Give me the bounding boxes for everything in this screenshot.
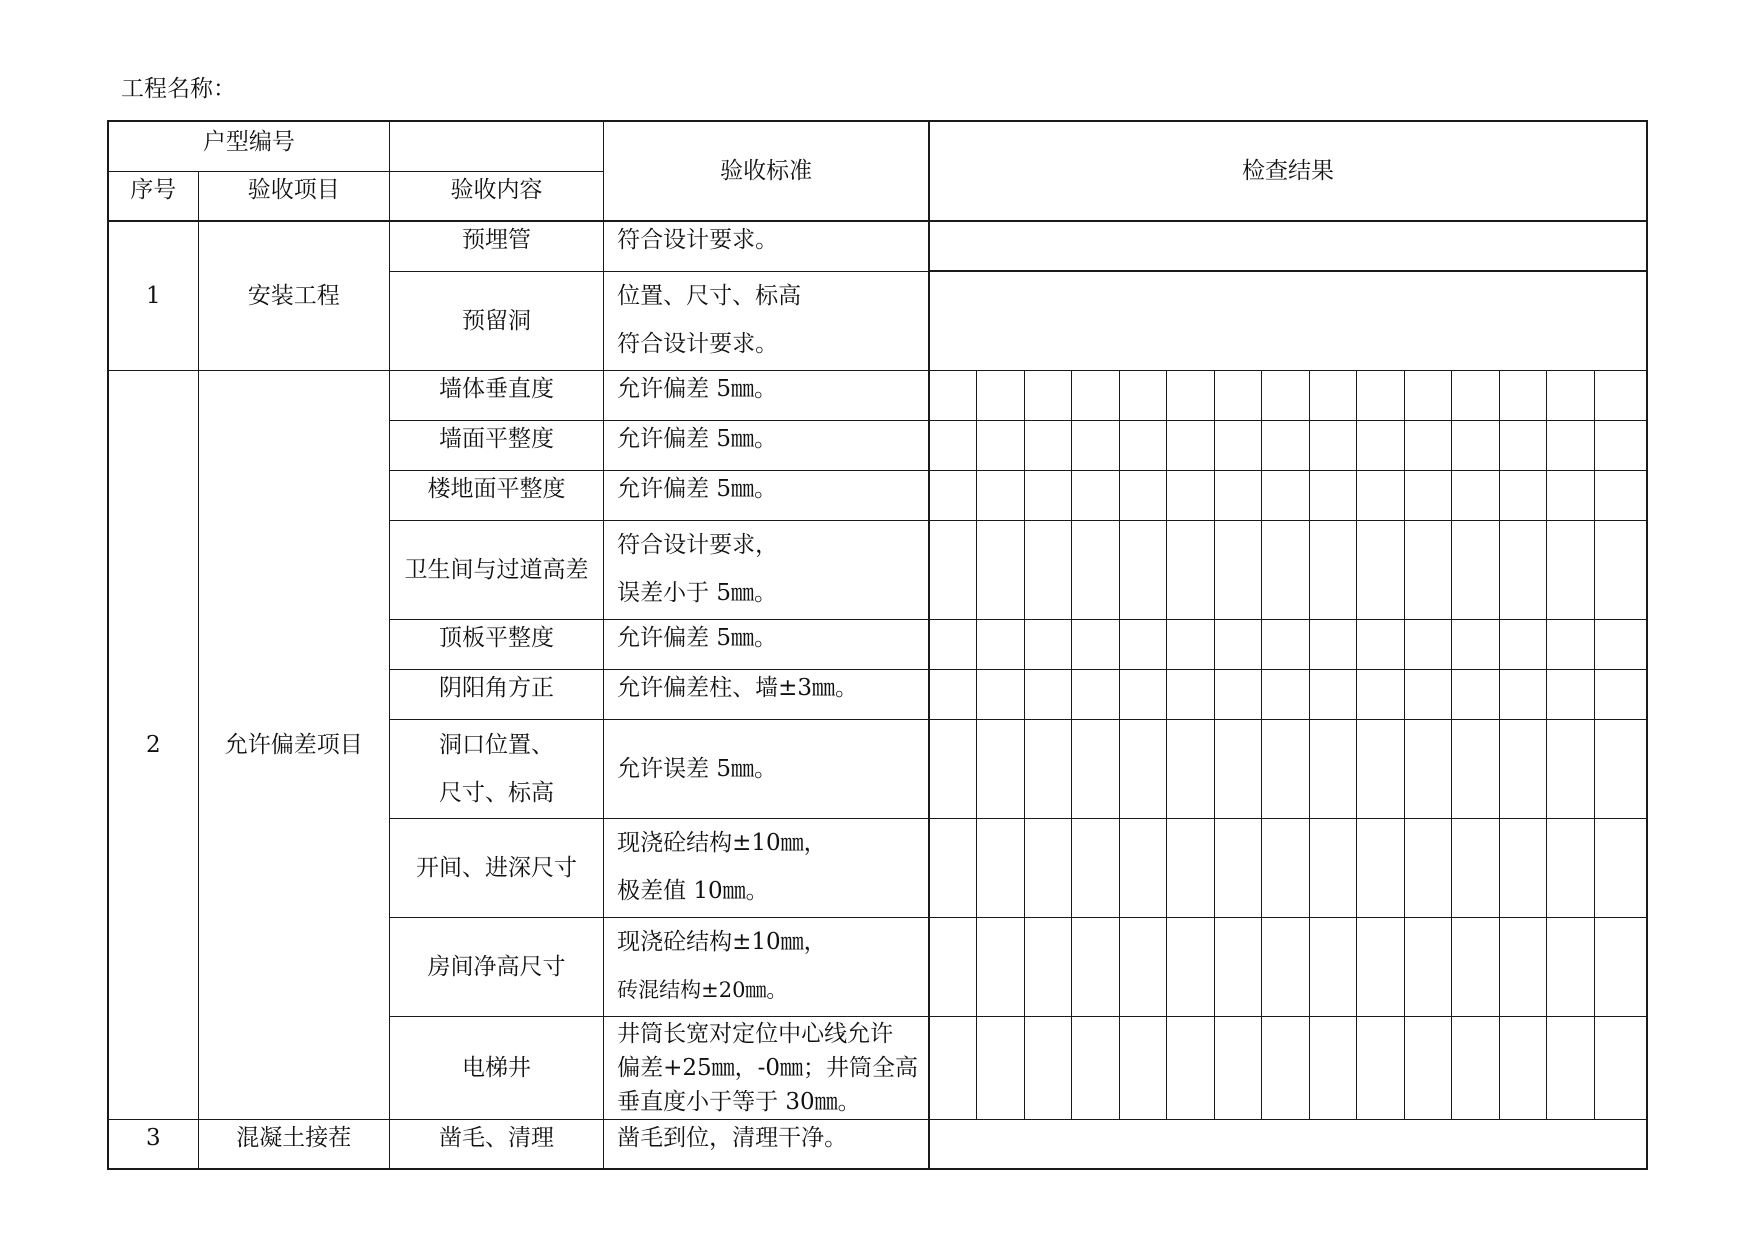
check-result-cell[interactable] [1547, 420, 1595, 470]
check-result-cell[interactable] [1119, 719, 1166, 818]
check-result-cell[interactable] [1024, 917, 1071, 1016]
check-result-cell[interactable] [1500, 520, 1547, 619]
check-result-cell[interactable] [1452, 370, 1500, 420]
check-result-cell[interactable] [1452, 470, 1500, 520]
check-result-cell[interactable] [1595, 818, 1647, 917]
check-result-cell[interactable] [1214, 669, 1261, 719]
check-result-cell[interactable] [1119, 470, 1166, 520]
acceptance-content-line: 凿毛、清理 [438, 1124, 554, 1151]
table-header-row-1 [108, 121, 1647, 171]
check-result-cell[interactable] [1119, 1016, 1166, 1119]
check-result-cell[interactable] [929, 917, 976, 1016]
check-result-cell[interactable] [1071, 917, 1119, 1016]
acceptance-content-line: 顶板平整度 [438, 624, 554, 651]
check-result-cell[interactable] [929, 818, 976, 917]
check-result-cell[interactable] [976, 520, 1024, 619]
content-header: 验收内容 [389, 171, 603, 221]
check-result-cell[interactable] [1595, 619, 1647, 669]
acceptance-content [389, 221, 603, 271]
acceptance-content-line: 尺寸、标高 [438, 779, 554, 806]
check-result-cell[interactable] [1214, 370, 1261, 420]
check-result-cell[interactable] [1404, 917, 1451, 1016]
check-result-cell[interactable] [1166, 420, 1214, 470]
check-result-cell[interactable] [1214, 917, 1261, 1016]
check-result-cell[interactable] [1071, 520, 1119, 619]
check-result-cell[interactable] [1452, 917, 1500, 1016]
acceptance-content-line: 墙面平整度 [438, 425, 554, 452]
unit-type-label: 户型编号 [108, 121, 389, 171]
check-result-cell[interactable] [1261, 1016, 1309, 1119]
acceptance-content [389, 271, 603, 370]
check-result-cell[interactable] [929, 1119, 1647, 1169]
check-result-cell[interactable] [1309, 470, 1356, 520]
check-result-cell[interactable] [1024, 1016, 1071, 1119]
check-result-cell[interactable] [929, 619, 976, 669]
project-name-label: 工程名称： [121, 76, 236, 102]
check-result-cell[interactable] [1452, 619, 1500, 669]
check-result-cell[interactable] [1261, 370, 1309, 420]
check-result-cell[interactable] [1166, 1016, 1214, 1119]
check-result-cell[interactable] [976, 917, 1024, 1016]
check-result-cell[interactable] [976, 370, 1024, 420]
acceptance-content [389, 818, 603, 917]
check-result-cell[interactable] [976, 470, 1024, 520]
check-result-cell[interactable] [1595, 470, 1647, 520]
check-result-cell[interactable] [1500, 669, 1547, 719]
acceptance-standard [604, 271, 929, 370]
check-result-cell[interactable] [976, 420, 1024, 470]
acceptance-standard-line: 现浇砼结构±10㎜， [617, 928, 827, 955]
check-result-cell[interactable] [1404, 818, 1451, 917]
seq-number: 2 [108, 370, 198, 1119]
check-result-cell[interactable] [1500, 420, 1547, 470]
check-result-cell[interactable] [976, 1016, 1024, 1119]
check-result-cell[interactable] [1214, 719, 1261, 818]
check-result-cell[interactable] [1119, 520, 1166, 619]
check-result-cell[interactable] [1071, 818, 1119, 917]
check-result-cell[interactable] [1214, 619, 1261, 669]
check-result-cell[interactable] [1166, 818, 1214, 917]
acceptance-standard [604, 917, 929, 1016]
check-result-cell[interactable] [1309, 1016, 1356, 1119]
check-result-cell[interactable] [1071, 420, 1119, 470]
check-result-cell[interactable] [1166, 719, 1214, 818]
acceptance-standard-line: 允许偏差 5㎜。 [617, 425, 778, 452]
acceptance-content [389, 917, 603, 1016]
acceptance-content [389, 1016, 603, 1119]
acceptance-standard-line: 允许偏差 5㎜。 [617, 475, 778, 502]
check-result-cell[interactable] [929, 520, 976, 619]
check-result-cell[interactable] [1547, 370, 1595, 420]
acceptance-content-line: 楼地面平整度 [427, 475, 566, 502]
check-result-cell[interactable] [1024, 470, 1071, 520]
check-result-cell[interactable] [1024, 370, 1071, 420]
check-result-cell[interactable] [1071, 669, 1119, 719]
check-result-cell[interactable] [976, 619, 1024, 669]
acceptance-standard [604, 520, 929, 619]
check-result-cell[interactable] [1119, 669, 1166, 719]
check-result-cell[interactable] [1261, 420, 1309, 470]
check-result-cell[interactable] [1547, 470, 1595, 520]
acceptance-standard-line: 误差小于 5㎜。 [617, 579, 778, 606]
check-result-cell[interactable] [1500, 370, 1547, 420]
check-result-cell[interactable] [1356, 520, 1404, 619]
check-result-cell[interactable] [976, 719, 1024, 818]
acceptance-content-line: 电梯井 [461, 1054, 531, 1081]
acceptance-standard-line: 极差值 10㎜。 [617, 877, 769, 904]
acceptance-content-line: 预埋管 [461, 227, 531, 253]
acceptance-standard-line: 偏差+25㎜，-0㎜；井筒全高 [617, 1054, 919, 1081]
check-result-cell[interactable] [1500, 818, 1547, 917]
acceptance-standard-line: 允许偏差 5㎜。 [617, 624, 778, 651]
check-result-cell[interactable] [1309, 420, 1356, 470]
acceptance-standard [604, 470, 929, 520]
acceptance-standard [604, 719, 929, 818]
acceptance-standard-line: 井筒长宽对定位中心线允许 [617, 1020, 894, 1047]
check-result-cell[interactable] [1119, 619, 1166, 669]
check-result-cell[interactable] [1309, 619, 1356, 669]
check-result-cell[interactable] [929, 1016, 976, 1119]
check-result-cell[interactable] [1452, 818, 1500, 917]
check-result-cell[interactable] [1500, 1016, 1547, 1119]
acceptance-item: 混凝土接茬 [198, 1119, 389, 1169]
check-result-cell[interactable] [1309, 917, 1356, 1016]
seq-number: 1 [108, 221, 198, 370]
acceptance-standard-line: 垂直度小于等于 30㎜。 [617, 1088, 861, 1115]
check-result-cell[interactable] [1500, 619, 1547, 669]
check-result-cell[interactable] [976, 818, 1024, 917]
check-result-cell[interactable] [1309, 669, 1356, 719]
check-result-cell[interactable] [1261, 520, 1309, 619]
unit-type-value[interactable] [389, 121, 603, 171]
check-result-cell[interactable] [1404, 470, 1451, 520]
acceptance-content [389, 669, 603, 719]
check-result-cell[interactable] [1119, 818, 1166, 917]
check-result-cell[interactable] [976, 669, 1024, 719]
check-result-cell[interactable] [1356, 619, 1404, 669]
check-result-cell[interactable] [929, 719, 976, 818]
acceptance-content-line: 阴阳角方正 [438, 674, 554, 701]
acceptance-standard-line: 允许偏差柱、墙±3㎜。 [617, 674, 859, 701]
check-result-cell[interactable] [1547, 917, 1595, 1016]
check-result-cell[interactable] [1261, 917, 1309, 1016]
check-result-cell[interactable] [1119, 420, 1166, 470]
check-result-cell[interactable] [1166, 520, 1214, 619]
acceptance-content-line: 预留洞 [461, 307, 531, 334]
check-result-cell[interactable] [1166, 370, 1214, 420]
inspection-table [107, 120, 1648, 1170]
check-result-cell[interactable] [1071, 1016, 1119, 1119]
check-result-cell[interactable] [1166, 669, 1214, 719]
check-result-cell[interactable] [1024, 669, 1071, 719]
check-result-cell[interactable] [1024, 818, 1071, 917]
check-result-cell[interactable] [1547, 818, 1595, 917]
acceptance-item: 允许偏差项目 [198, 370, 389, 1119]
check-result-cell[interactable] [1404, 1016, 1451, 1119]
acceptance-standard-line: 凿毛到位，清理干净。 [617, 1124, 848, 1151]
check-result-cell[interactable] [1500, 917, 1547, 1016]
acceptance-standard-line: 符合设计要求， [617, 531, 779, 558]
check-result-cell[interactable] [1452, 520, 1500, 619]
check-result-cell[interactable] [1024, 420, 1071, 470]
check-result-cell[interactable] [1404, 420, 1451, 470]
acceptance-content [389, 619, 603, 669]
check-result-cell[interactable] [929, 669, 976, 719]
acceptance-content-line: 洞口位置、 [438, 731, 554, 758]
acceptance-standard [604, 669, 929, 719]
check-result-cell[interactable] [929, 271, 1647, 370]
check-result-cell[interactable] [1404, 520, 1451, 619]
check-result-cell[interactable] [1214, 420, 1261, 470]
acceptance-standard [604, 1016, 929, 1119]
item-header: 验收项目 [198, 171, 389, 221]
acceptance-content [389, 370, 603, 420]
acceptance-standard [604, 370, 929, 420]
table-row [108, 221, 1647, 271]
acceptance-content-line: 开间、进深尺寸 [415, 854, 577, 881]
result-header: 检查结果 [929, 121, 1647, 221]
acceptance-standard [604, 221, 929, 271]
acceptance-standard-line: 位置、尺寸、标高 [617, 282, 802, 309]
check-result-cell[interactable] [1309, 719, 1356, 818]
check-result-cell[interactable] [1595, 1016, 1647, 1119]
check-result-cell[interactable] [1356, 1016, 1404, 1119]
acceptance-standard [604, 818, 929, 917]
acceptance-content-line: 房间净高尺寸 [427, 953, 566, 980]
check-result-cell[interactable] [1547, 520, 1595, 619]
acceptance-content [389, 719, 603, 818]
check-result-cell[interactable] [1166, 619, 1214, 669]
check-result-cell[interactable] [1119, 917, 1166, 1016]
seq-header: 序号 [108, 171, 198, 221]
check-result-cell[interactable] [1309, 370, 1356, 420]
acceptance-item: 安装工程 [198, 221, 389, 370]
check-result-cell[interactable] [1071, 470, 1119, 520]
check-result-cell[interactable] [1452, 1016, 1500, 1119]
check-result-cell[interactable] [1404, 719, 1451, 818]
check-result-cell[interactable] [1024, 719, 1071, 818]
check-result-cell[interactable] [1309, 818, 1356, 917]
check-result-cell[interactable] [1356, 719, 1404, 818]
check-result-cell[interactable] [1214, 520, 1261, 619]
check-result-cell[interactable] [1452, 719, 1500, 818]
standard-header: 验收标准 [604, 121, 929, 221]
check-result-cell[interactable] [1071, 719, 1119, 818]
check-result-cell[interactable] [1547, 669, 1595, 719]
check-result-cell[interactable] [1404, 370, 1451, 420]
check-result-cell[interactable] [1404, 669, 1451, 719]
acceptance-standard [604, 619, 929, 669]
check-result-cell[interactable] [929, 470, 976, 520]
check-result-cell[interactable] [1166, 917, 1214, 1016]
acceptance-standard [604, 1119, 929, 1169]
check-result-cell[interactable] [929, 420, 976, 470]
check-result-cell[interactable] [1024, 520, 1071, 619]
check-result-cell[interactable] [1547, 619, 1595, 669]
check-result-cell[interactable] [1452, 420, 1500, 470]
check-result-cell[interactable] [1595, 719, 1647, 818]
acceptance-content [389, 1119, 603, 1169]
check-result-cell[interactable] [1595, 420, 1647, 470]
check-result-cell[interactable] [1547, 1016, 1595, 1119]
check-result-cell[interactable] [1214, 470, 1261, 520]
check-result-cell[interactable] [1261, 818, 1309, 917]
acceptance-standard-line: 砖混结构±20㎜。 [617, 977, 788, 1002]
check-result-cell[interactable] [1595, 669, 1647, 719]
acceptance-content [389, 520, 603, 619]
check-result-cell[interactable] [1404, 619, 1451, 669]
acceptance-content-line: 墙体垂直度 [438, 375, 554, 402]
acceptance-standard-line: 允许偏差 5㎜。 [617, 375, 778, 402]
check-result-cell[interactable] [929, 221, 1647, 271]
check-result-cell[interactable] [1356, 917, 1404, 1016]
check-result-cell[interactable] [1024, 619, 1071, 669]
check-result-cell[interactable] [929, 370, 976, 420]
check-result-cell[interactable] [1356, 669, 1404, 719]
check-result-cell[interactable] [1452, 669, 1500, 719]
check-result-cell[interactable] [1261, 669, 1309, 719]
acceptance-standard-line: 现浇砼结构±10㎜， [617, 829, 827, 856]
check-result-cell[interactable] [1500, 719, 1547, 818]
check-result-cell[interactable] [1547, 719, 1595, 818]
acceptance-standard-line: 符合设计要求。 [617, 330, 779, 357]
check-result-cell[interactable] [1595, 917, 1647, 1016]
check-result-cell[interactable] [1356, 420, 1404, 470]
check-result-cell[interactable] [1119, 370, 1166, 420]
check-result-cell[interactable] [1261, 619, 1309, 669]
check-result-cell[interactable] [1166, 470, 1214, 520]
check-result-cell[interactable] [1595, 370, 1647, 420]
check-result-cell[interactable] [1071, 370, 1119, 420]
acceptance-standard [604, 420, 929, 470]
check-result-cell[interactable] [1214, 818, 1261, 917]
check-result-cell[interactable] [1214, 1016, 1261, 1119]
acceptance-standard-line: 允许误差 5㎜。 [617, 755, 778, 782]
check-result-cell[interactable] [1261, 719, 1309, 818]
acceptance-content [389, 470, 603, 520]
check-result-cell[interactable] [1356, 818, 1404, 917]
check-result-cell[interactable] [1595, 520, 1647, 619]
acceptance-content-line: 卫生间与过道高差 [404, 556, 589, 583]
acceptance-standard-line: 符合设计要求。 [617, 227, 779, 253]
check-result-cell[interactable] [1500, 470, 1547, 520]
acceptance-content [389, 420, 603, 470]
table-row [108, 370, 1647, 420]
check-result-cell[interactable] [1261, 470, 1309, 520]
table-row [108, 1119, 1647, 1169]
check-result-cell[interactable] [1309, 520, 1356, 619]
check-result-cell[interactable] [1071, 619, 1119, 669]
seq-number: 3 [108, 1119, 198, 1169]
check-result-cell[interactable] [1356, 370, 1404, 420]
check-result-cell[interactable] [1356, 470, 1404, 520]
